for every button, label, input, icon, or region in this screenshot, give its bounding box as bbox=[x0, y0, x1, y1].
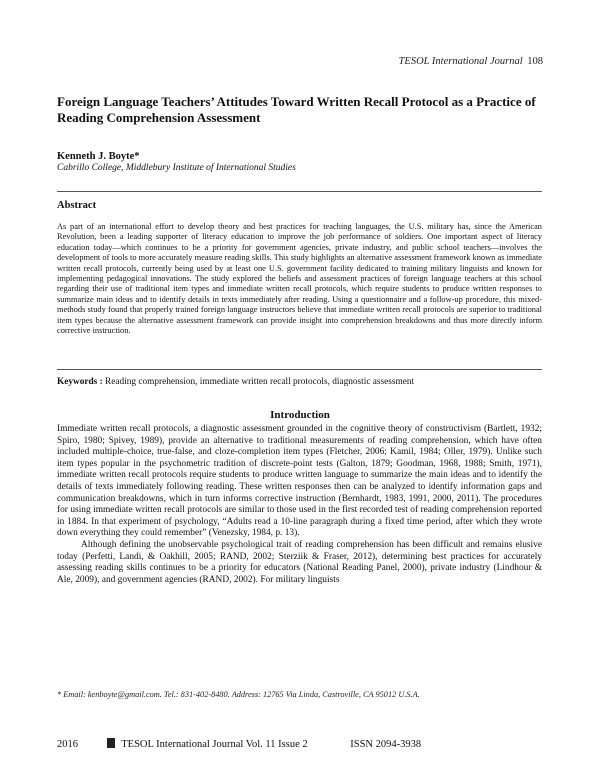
introduction-body bbox=[57, 424, 542, 586]
paragraph: Immediate written recall protocols, a diagnostic assessment grounded in the cognitive theory of constructivism (Bartlett, 1932; Spiro, 1980; Spivey, 1989), provide an alternative to traditional measurements of reading comprehension, which have often included multiple-choice, true-false, and cloze-completion item types (Fletcher, 2006; Kamil, 1984; Oller, 1979). Unlike such item types popular in the psychometric tradition of discrete-point tests (Galton, 1879; Goodman, 1968, 1988; Smith, 1971), immediate written recall protocols require students to produce written language to summarize the main ideas and to identify the details of texts immediately following reading. These written responses then can be analyzed to identify information gaps and communication breakdowns, which in turn informs corrective instruction (Bernhardt, 1983, 1991, 2000, 2011). The procedures for using immediate written recall protocols are similar to those used in the first recorded test of reading comprehension reported in 1884. In that experiment of psychology, “Adults read a 10-line paragraph during a fixed time period, after which they wrote down everything they could remember” (Venezsky, 1984, p. 13). bbox=[57, 424, 542, 539]
divider-bottom bbox=[57, 369, 542, 370]
running-head bbox=[399, 56, 543, 67]
abstract-text: As part of an international effort to develop theory and best practices for teaching languages, the U.S. military has, since the American Revolution, been a leading supporter of literacy education to improve the job performance of soldiers. One important aspect of literacy education today—which continues to be a priority for government agencies, private industry, and public school teachers—involves the development of tools to more accurately measure reading skills. This study highlights an alternative assessment framework known as immediate written recall protocols, currently being used by at least one U.S. government facility dedicated to training military linguists and known for implementing pedagogical innovations. The study explored the beliefs and assessment practices of foreign language teachers at this school regarding their use of traditional item types and immediate written recall protocols, which require students to produce written responses to summarize main ideas and to identify details in texts immediately after reading. Using a questionnaire and a follow-up procedure, this mixed-methods study found that properly trained foreign language instructors believe that immediate written recall protocols are superior to traditional item types because the alternative assessment framework can provide insight into comprehension breakdowns and thus more directly inform corrective instruction. bbox=[57, 222, 542, 336]
keywords-label: Keywords : bbox=[57, 377, 103, 387]
footer-separator bbox=[107, 738, 115, 748]
keywords-text: Reading comprehension, immediate written recall protocols, diagnostic assessment bbox=[105, 377, 415, 387]
journal-name: TESOL International Journal bbox=[398, 56, 523, 67]
article-title: Foreign Language Teachers’ Attitudes Toward Written Recall Protocol as a Practice of Reading Comprehension Assessment bbox=[57, 94, 536, 125]
author-name: Kenneth J. Boyte* bbox=[57, 151, 140, 162]
paragraph: Although defining the unobservable psychological trait of reading comprehension has been difficult and remains elusive today (Perfetti, Landi, & Oakhill, 2005; RAND, 2002; Sterziik & Fraser, 2012), determining best practices for accurately assessing reading skills continues to be a priority for educators (National Reading Panel, 2000), private industry (Lindhour & Ale, 2009), and government agencies (RAND, 2002). For military linguists bbox=[57, 539, 542, 585]
footer-year: 2016 bbox=[57, 739, 78, 750]
footer-journal: TESOL International Journal Vol. 11 Issue 2 bbox=[121, 739, 308, 750]
author-affiliation: Cabrillo College, Middlebury Institute of International Studies bbox=[57, 163, 296, 173]
divider-top bbox=[57, 191, 542, 192]
footer-issn: ISSN 2094-3938 bbox=[350, 739, 422, 750]
page-footer bbox=[57, 738, 542, 750]
footnote: * Email: kenboyte@gmail.com. Tel.: 831-402-8480. Address: 12765 Via Linda, Castroville, CA 95012 U.S.A. bbox=[57, 690, 420, 699]
introduction-heading: Introduction bbox=[270, 409, 330, 421]
page-number: 108 bbox=[527, 56, 543, 67]
keywords bbox=[57, 377, 542, 387]
abstract-heading: Abstract bbox=[57, 200, 97, 211]
